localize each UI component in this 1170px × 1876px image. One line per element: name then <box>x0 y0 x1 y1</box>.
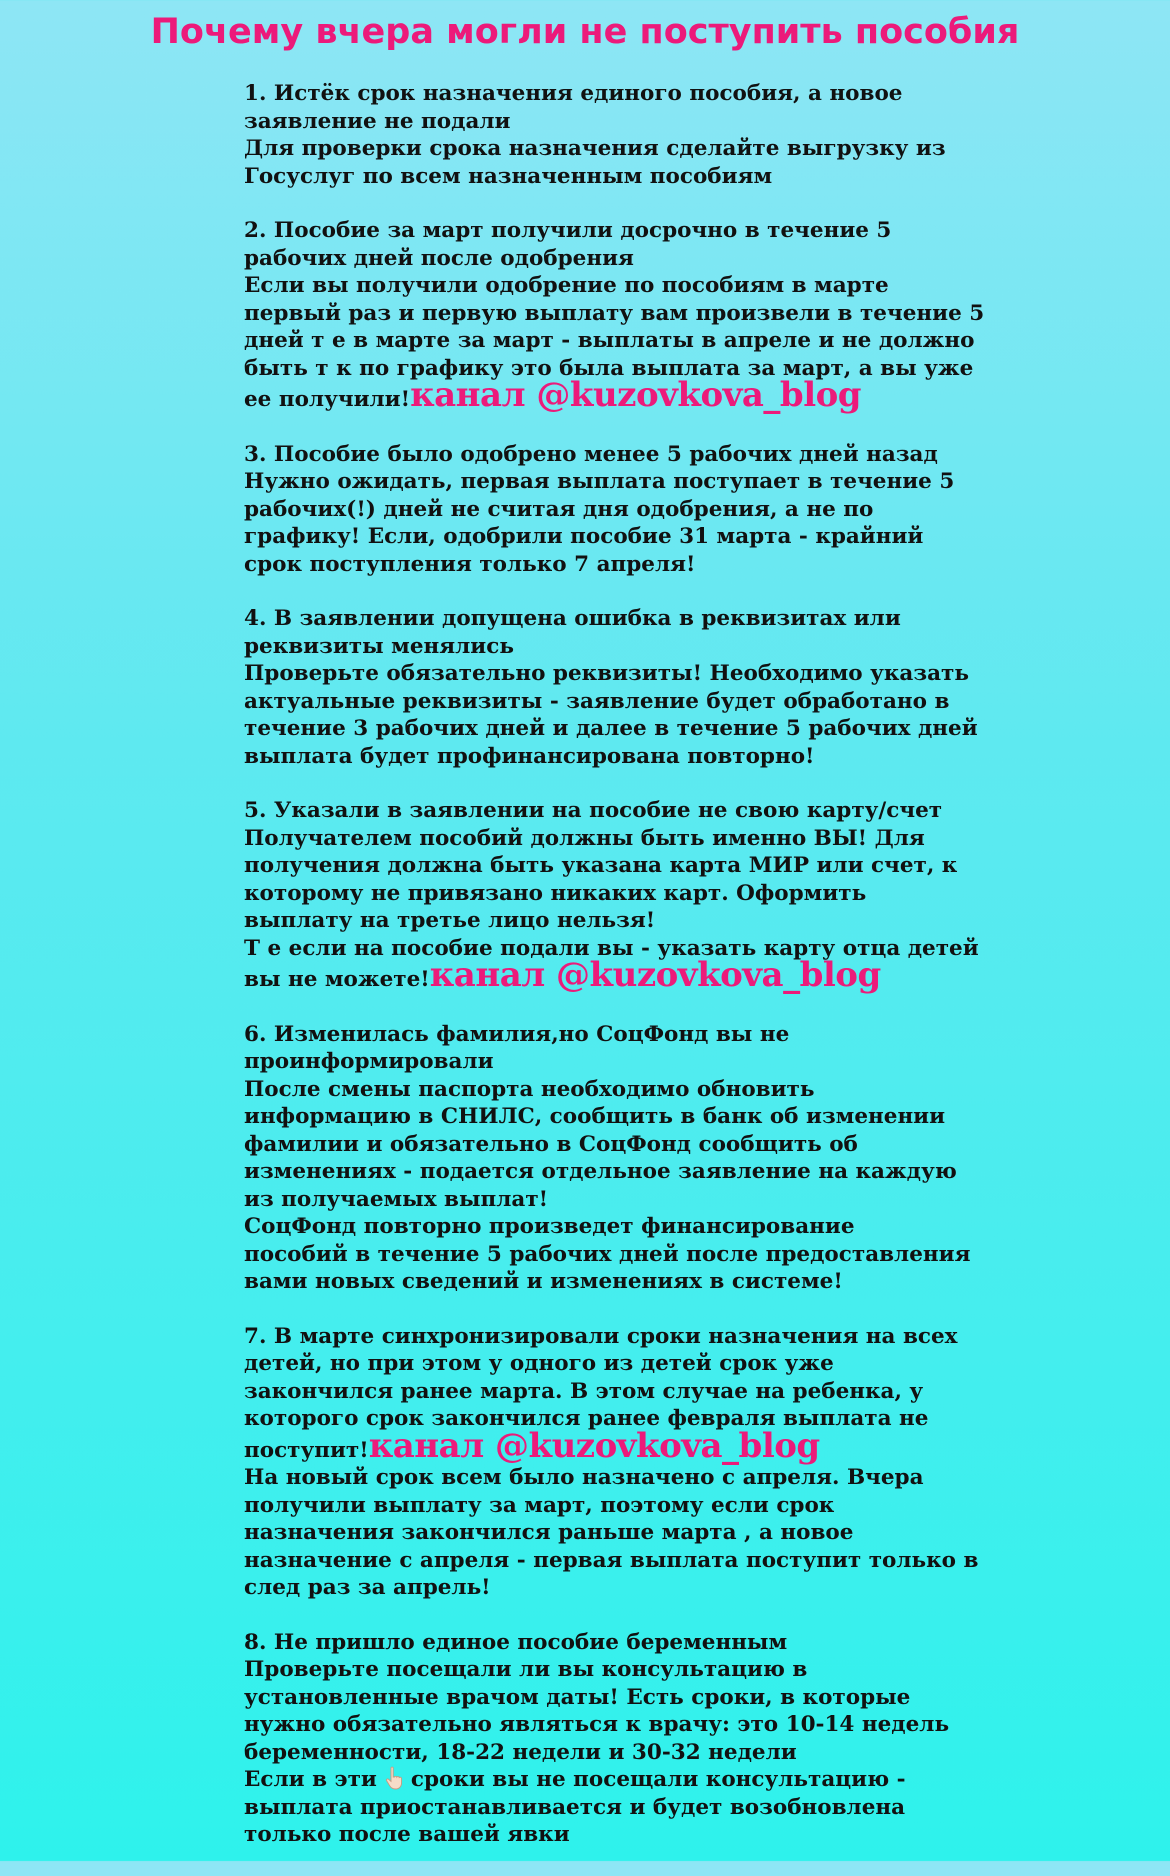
list-item-8 <box>244 1629 950 1849</box>
text-fragment: поступит! <box>244 1437 369 1463</box>
text-line: Нужно ожидать, первая выплата поступает в течение 5 <box>244 469 955 494</box>
text-line <box>244 1425 944 1466</box>
text-line: 8. Не пришло единое пособие беременным <box>244 1629 788 1655</box>
text-line: только после вашей явки <box>244 1822 570 1847</box>
text-line: быть т к по графику это была выплата за март, а вы уже <box>244 355 974 381</box>
text-line: выплата будет профинансирована повторно! <box>244 743 815 769</box>
list-item-1 <box>244 80 944 190</box>
text-line: закончился ранее марта. В этом случае на ребенка, у <box>244 1378 924 1404</box>
text-line: которому не привязано никаких карт. Оформить <box>244 880 867 906</box>
text-line: рабочих(!) дней не считая дня одобрения, а не по <box>244 496 874 522</box>
text-line <box>244 1766 944 1794</box>
text-line: Проверьте обязательно реквизиты! Необходимо указать <box>244 661 969 686</box>
text-line: фамилии и обязательно в СоцФонд сообщить об <box>244 1131 858 1157</box>
list-item-6 <box>244 1021 971 1296</box>
content <box>244 80 985 1876</box>
text-line: получили выплату за март, поэтому если срок <box>244 1492 835 1518</box>
text-line: Если вы получили одобрение по пособиям в марте <box>244 273 889 298</box>
page-title: Почему вчера могли не поступить пособия <box>150 12 1020 52</box>
text-line: реквизиты менялись <box>244 633 514 659</box>
text-fragment: Если в эти <box>244 1767 377 1792</box>
text-line: заявление не подали <box>244 108 511 134</box>
text-line: которого срок закончился ранее февраля выплата не <box>244 1406 929 1431</box>
text-line: назначения закончился раньше марта , а новое <box>244 1520 854 1545</box>
text-line: После смены паспорта необходимо обновить <box>244 1076 815 1102</box>
text-line: установленные врачом даты! Есть сроки, в которые <box>244 1684 911 1710</box>
text-line: 6. Изменилась фамилия,но СоцФонд вы не <box>244 1021 790 1047</box>
pointing-hand-icon <box>383 1766 405 1790</box>
text-line: 3. Пособие было одобрено менее 5 рабочих дней назад <box>244 441 938 467</box>
text-line: первый раз и первую выплату вам произвели в течение 5 <box>244 300 985 326</box>
text-line: выплату на третье лицо нельзя! <box>244 908 656 933</box>
text-line: На новый срок всем было назначено с апреля. Вчера <box>244 1465 924 1490</box>
text-line: СоцФонд повторно произведет финансирование <box>244 1214 855 1239</box>
text-line <box>244 375 944 415</box>
text-line: 1. Истёк срок назначения единого пособия, а новое <box>244 81 903 106</box>
text-line: рабочих дней после одобрения <box>244 245 634 271</box>
text-fragment: ее получили! <box>244 387 411 412</box>
text-line: изменениях - подается отдельное заявление на каждую <box>244 1159 957 1184</box>
list-item-4 <box>244 605 978 770</box>
text-line: проинформировали <box>244 1049 494 1074</box>
text-fragment: сроки вы не посещали консультацию - <box>410 1767 906 1792</box>
text-line: 7. В марте синхронизировали сроки назначения на всех <box>244 1323 958 1349</box>
text-line: след раз за апрель! <box>244 1575 491 1600</box>
text-line: 2. Пособие за март получили досрочно в течение 5 <box>244 218 892 243</box>
text-line: пособий в течение 5 рабочих дней после предоставления <box>244 1241 971 1267</box>
text-line: течение 3 рабочих дней и далее в течение 5 рабочих дней <box>244 716 978 741</box>
text-line: графику! Если, одобрили пособие 31 марта - крайний <box>244 524 924 549</box>
list-item-5 <box>244 797 979 995</box>
watermark: канал @kuzovkova_blog <box>410 375 862 415</box>
text-line: актуальные реквизиты - заявление будет обработано в <box>244 688 950 714</box>
text-line: выплата приостанавливается и будет возобновлена <box>244 1794 906 1820</box>
text-line: Для проверки срока назначения сделайте выгрузку из <box>244 136 946 161</box>
text-line: нужно обязательно являться к врачу: это 10-14 недель <box>244 1712 950 1737</box>
list-item-7 <box>244 1323 979 1602</box>
text-line: Т е если на пособие подали вы - указать карту отца детей <box>244 935 979 961</box>
list-item-2 <box>244 217 985 415</box>
text-line: из получаемых выплат! <box>244 1186 549 1212</box>
text-line: 4. В заявлении допущена ошибка в реквизитах или <box>244 606 901 631</box>
text-line: назначение с апреля - первая выплата поступит только в <box>244 1547 979 1573</box>
list-item-3 <box>244 441 955 579</box>
text-line: информацию в СНИЛС, сообщить в банк об изменении <box>244 1104 946 1129</box>
text-line: беременности, 18-22 недели и 30-32 недели <box>244 1739 797 1765</box>
text-line: Проверьте посещали ли вы консультацию в <box>244 1657 808 1682</box>
text-line <box>244 955 944 995</box>
text-line: получения должна быть указана карта МИР или счет, к <box>244 853 958 878</box>
text-line: дней т е в марте за март - выплаты в апреле и не должно <box>244 328 975 353</box>
text-fragment: вы не можете! <box>244 967 430 992</box>
watermark: канал @kuzovkova_blog <box>368 1425 820 1466</box>
text-line: срок поступления только 7 апреля! <box>244 551 696 577</box>
text-line: 5. Указали в заявлении на пособие не свою карту/счет <box>244 798 943 823</box>
text-line: Госуслуг по всем назначенным пособиям <box>244 163 773 189</box>
watermark: канал @kuzovkova_blog <box>429 955 881 995</box>
text-line: Получателем пособий должны быть именно ВЫ! Для <box>244 825 925 851</box>
text-line: детей, но при этом у одного из детей срок уже <box>244 1351 834 1376</box>
text-line: вами новых сведений и изменениях в системе! <box>244 1269 843 1294</box>
